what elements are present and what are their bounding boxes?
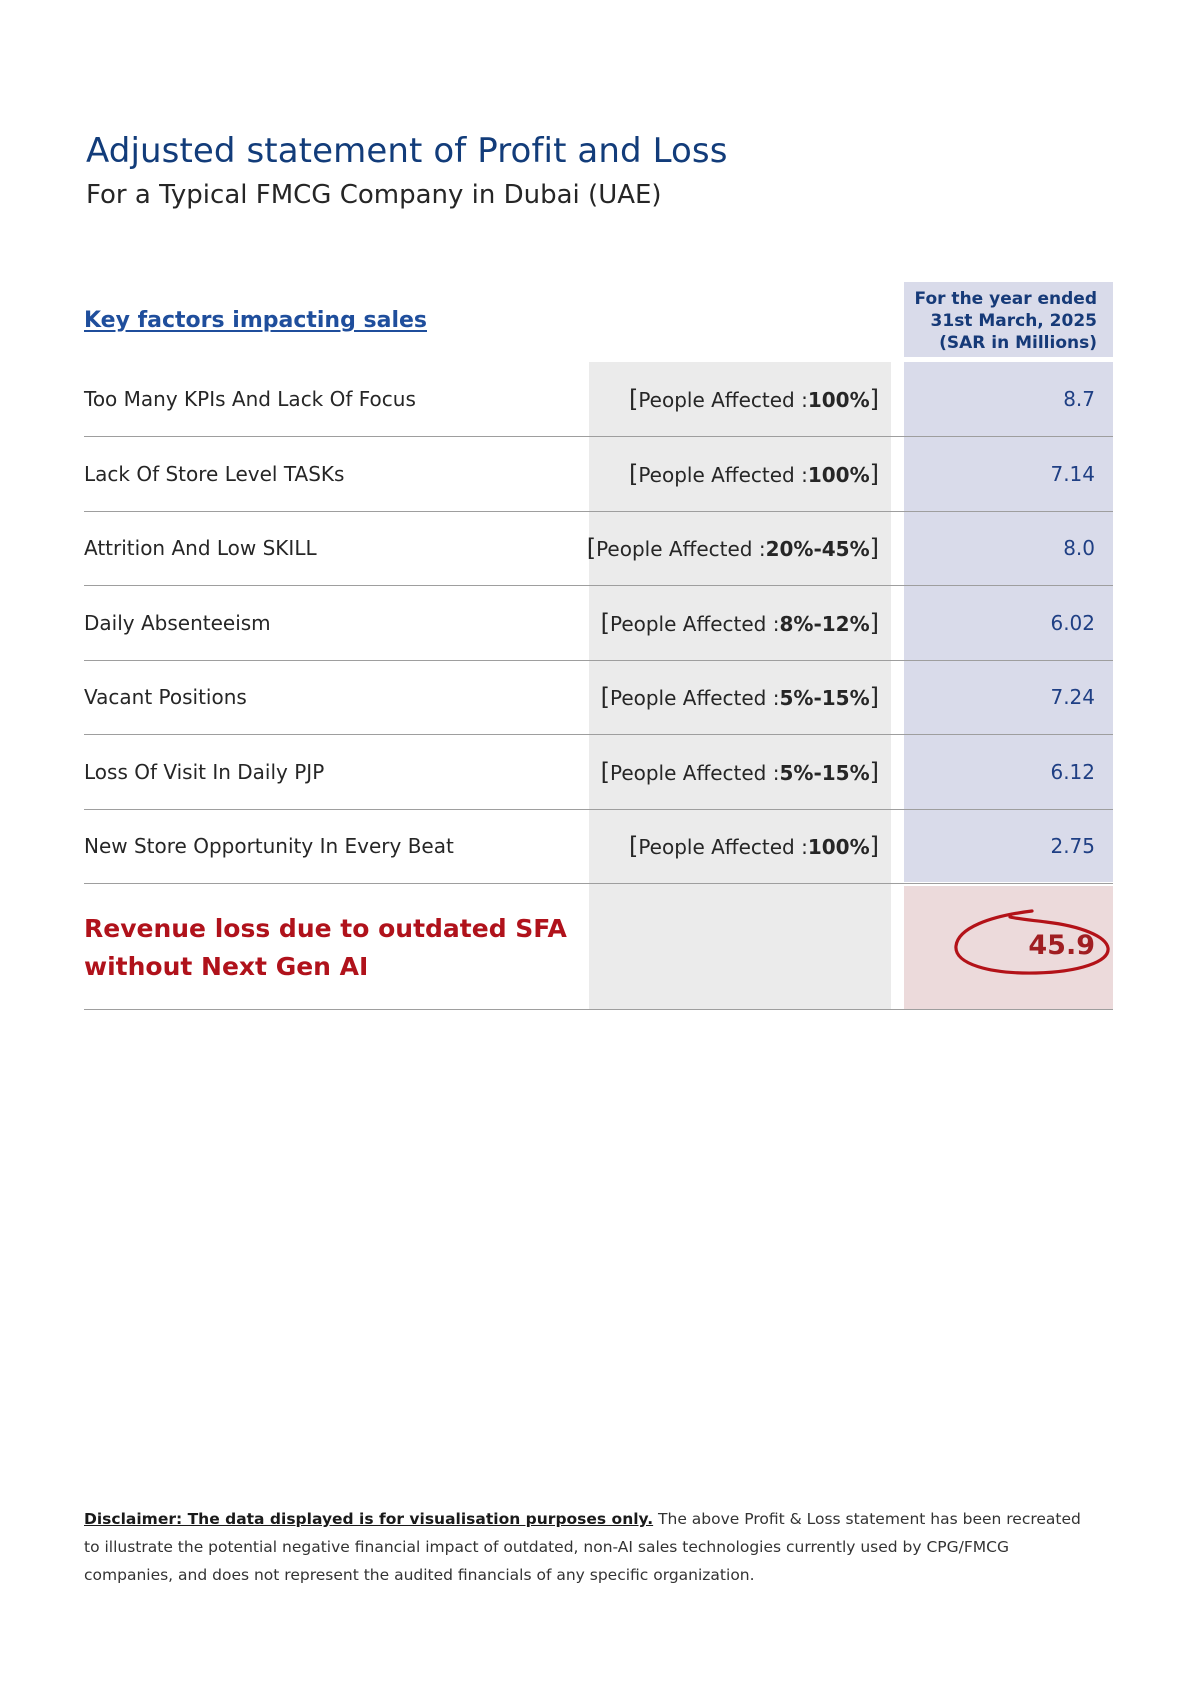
bracket-open: [ (628, 385, 639, 413)
total-divider (84, 1009, 1113, 1010)
row-divider (84, 883, 1113, 884)
affected-percentage: 100% (807, 835, 870, 859)
row-value: 8.0 (1063, 536, 1095, 560)
table-row (84, 437, 1113, 512)
period-header-text (915, 288, 1097, 354)
period-header-line1: For the year ended (914, 289, 1097, 309)
bracket-open: [ (600, 757, 610, 786)
bracket-close: ] (869, 683, 879, 711)
bracket-close: ] (869, 757, 879, 786)
affected-prefix: People Affected : (609, 611, 780, 636)
row-value: 6.02 (1050, 610, 1095, 635)
disclaimer-text: The above Profit & Loss statement has been recreated to illustrate the potential negative financial impact of outdated, non-AI sales technologies currently used by CPG/FMCG companies, and does not represent the audited financials of any specific organization. (84, 1510, 1081, 1584)
page-title: Adjusted statement of Profit and Loss (86, 131, 728, 171)
bracket-close: ] (869, 608, 879, 637)
affected-percentage: 5%-15% (779, 760, 870, 785)
row-value: 6.12 (1050, 759, 1095, 784)
people-affected (587, 511, 879, 586)
bracket-open: [ (600, 683, 610, 711)
affected-prefix: People Affected : (638, 462, 808, 487)
factor-label: Daily Absenteeism (84, 610, 271, 635)
affected-prefix: People Affected : (638, 835, 808, 859)
total-value: 45.9 (1028, 930, 1095, 961)
affected-percentage: 20%-45% (765, 537, 870, 561)
bracket-open: [ (628, 459, 639, 488)
people-affected (601, 735, 879, 810)
affected-prefix: People Affected : (609, 686, 780, 710)
people-affected (601, 660, 879, 735)
total-label (84, 910, 567, 986)
period-header-line3: (SAR in Millions) (939, 333, 1097, 353)
people-affected (629, 809, 879, 884)
people-affected (601, 586, 879, 661)
profit-loss-table (84, 280, 1113, 1010)
factor-label: Attrition And Low SKILL (84, 536, 317, 560)
table-row (84, 586, 1113, 661)
row-value: 7.24 (1050, 685, 1095, 709)
affected-prefix: People Affected : (609, 760, 780, 785)
bracket-open: [ (628, 832, 639, 860)
factor-label: Too Many KPIs And Lack Of Focus (84, 387, 416, 411)
bracket-close: ] (869, 459, 879, 488)
total-label-line1: Revenue loss due to outdated SFA (84, 914, 567, 943)
affected-percentage: 8%-12% (779, 611, 870, 636)
table-row (84, 809, 1113, 884)
affected-percentage: 100% (807, 462, 870, 487)
disclaimer (84, 1505, 1094, 1589)
row-value: 8.7 (1063, 387, 1095, 411)
table-row (84, 735, 1113, 810)
bracket-close: ] (869, 534, 879, 562)
factor-label: Lack Of Store Level TASKs (84, 461, 345, 486)
factor-label: Loss Of Visit In Daily PJP (84, 759, 325, 784)
key-factors-heading: Key factors impacting sales (84, 308, 427, 333)
total-label-line2: without Next Gen AI (84, 952, 369, 981)
bracket-close: ] (869, 385, 879, 413)
period-header-line2: 31st March, 2025 (930, 311, 1097, 331)
row-value: 2.75 (1050, 834, 1095, 858)
row-value: 7.14 (1050, 461, 1095, 486)
affected-percentage: 100% (807, 388, 870, 412)
bracket-open: [ (600, 608, 610, 637)
bracket-close: ] (869, 832, 879, 860)
bracket-open: [ (586, 534, 597, 562)
table-row (84, 660, 1113, 735)
table-row (84, 362, 1113, 437)
people-affected (629, 437, 879, 512)
factor-label: Vacant Positions (84, 685, 247, 709)
disclaimer-lead: Disclaimer: The data displayed is for visualisation purposes only. (84, 1510, 654, 1528)
affected-percentage: 5%-15% (779, 686, 870, 710)
affected-prefix: People Affected : (596, 537, 766, 561)
affected-prefix: People Affected : (638, 388, 808, 412)
table-row (84, 511, 1113, 586)
page-subtitle: For a Typical FMCG Company in Dubai (UAE) (86, 180, 662, 210)
factor-label: New Store Opportunity In Every Beat (84, 834, 454, 858)
people-affected (629, 362, 879, 437)
period-header-cell (904, 282, 1113, 357)
